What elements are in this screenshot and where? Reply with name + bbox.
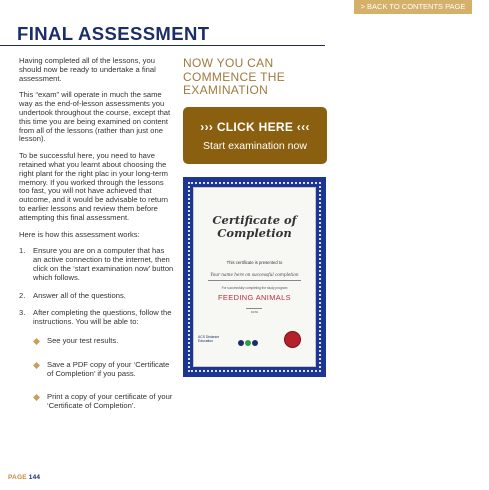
page-number: 144: [28, 474, 41, 481]
step-number: 2.: [19, 290, 26, 300]
acs-distance-education-logo: [198, 336, 224, 348]
outcome-list: [33, 337, 174, 411]
outcome-text: Print a copy of your certificate of your ‘Certificate of Completion’.: [47, 392, 173, 411]
acs-logo-icon: [237, 338, 261, 348]
certificate-image: [183, 177, 326, 377]
top-bar: [0, 0, 489, 14]
logo-text: Education: [198, 338, 214, 343]
certificate-title: [194, 214, 315, 240]
step-item: [19, 247, 174, 282]
step-text: Ensure you are on a computer that has an active connection to the internet, then click on the ‘start examination now’ button which follows.: [33, 246, 174, 282]
certificate-paper: [193, 187, 316, 367]
page-label: PAGE: [8, 474, 27, 481]
diamond-bullet-icon: [33, 362, 40, 369]
certificate-title-line: Certificate of: [212, 213, 297, 227]
certificate-date-line: [246, 308, 262, 309]
certificate-name-placeholder: Your name here on successful completion: [210, 272, 299, 277]
outcome-item: [33, 337, 174, 346]
button-click-here-label: ››› CLICK HERE ‹‹‹: [200, 120, 310, 134]
logo-text: ACS Distance: [198, 335, 220, 339]
step-number: 3.: [19, 308, 26, 318]
title-divider: [0, 45, 325, 46]
intro-paragraph: Here is how this assessment works:: [19, 229, 140, 239]
certificate-date-label: DATE: [250, 310, 259, 314]
step-number: 1.: [19, 246, 26, 256]
step-item: [19, 292, 174, 301]
step-text: After completing the questions, follow the instructions. You will be able to:: [33, 308, 172, 327]
step-text: Answer all of the questions.: [33, 290, 126, 300]
instructions-column: [19, 57, 174, 426]
start-examination-button[interactable]: [183, 107, 327, 164]
certificate-seal-icon: [284, 331, 301, 348]
outcome-text: Save a PDF copy of your ‘Certificate of Completion’ if you pass.: [47, 359, 170, 378]
certificate-name-line: [208, 280, 301, 281]
intro-paragraph: This “exam” will operate in much the same way as the end-of-lesson assessments you undertook throughout the course, except that this time you are being examined on content from all of the lessons (rather than just one lesson).: [19, 90, 171, 144]
certificate-study-text: For successfully completing the study program: [221, 286, 288, 290]
commence-heading: NOW YOU CAN COMMENCE THE EXAMINATION: [183, 56, 286, 97]
outcome-item: [33, 361, 174, 379]
page-title: FINAL ASSESSMENT: [17, 23, 210, 44]
steps-list: [19, 247, 174, 411]
step-item: [19, 309, 174, 411]
back-to-contents-link[interactable]: > BACK TO CONTENTS PAGE: [354, 0, 472, 14]
certificate-title-line: Completion: [217, 226, 292, 240]
outcome-text: See your test results.: [47, 335, 119, 345]
outcome-item: [33, 393, 174, 411]
page-footer: [8, 474, 40, 481]
intro-paragraph: Having completed all of the lessons, you should now be ready to undertake a final assessment.: [19, 56, 156, 83]
diamond-bullet-icon: [33, 338, 40, 345]
diamond-bullet-icon: [33, 394, 40, 401]
intro-paragraph: To be successful here, you need to have retained what you learnt about choosing the right plant for the right plac in your long-term memory. If you worked through the lessons too fast, you will not have achieved that outcome, and it would be advisable to return to earlier lessons and review them before attempting this final assessment.: [19, 151, 169, 222]
certificate-program-name: FEEDING ANIMALS: [218, 293, 291, 302]
certificate-presented-text: This certificate is presented to: [226, 260, 283, 265]
button-start-label: Start examination now: [203, 140, 307, 152]
